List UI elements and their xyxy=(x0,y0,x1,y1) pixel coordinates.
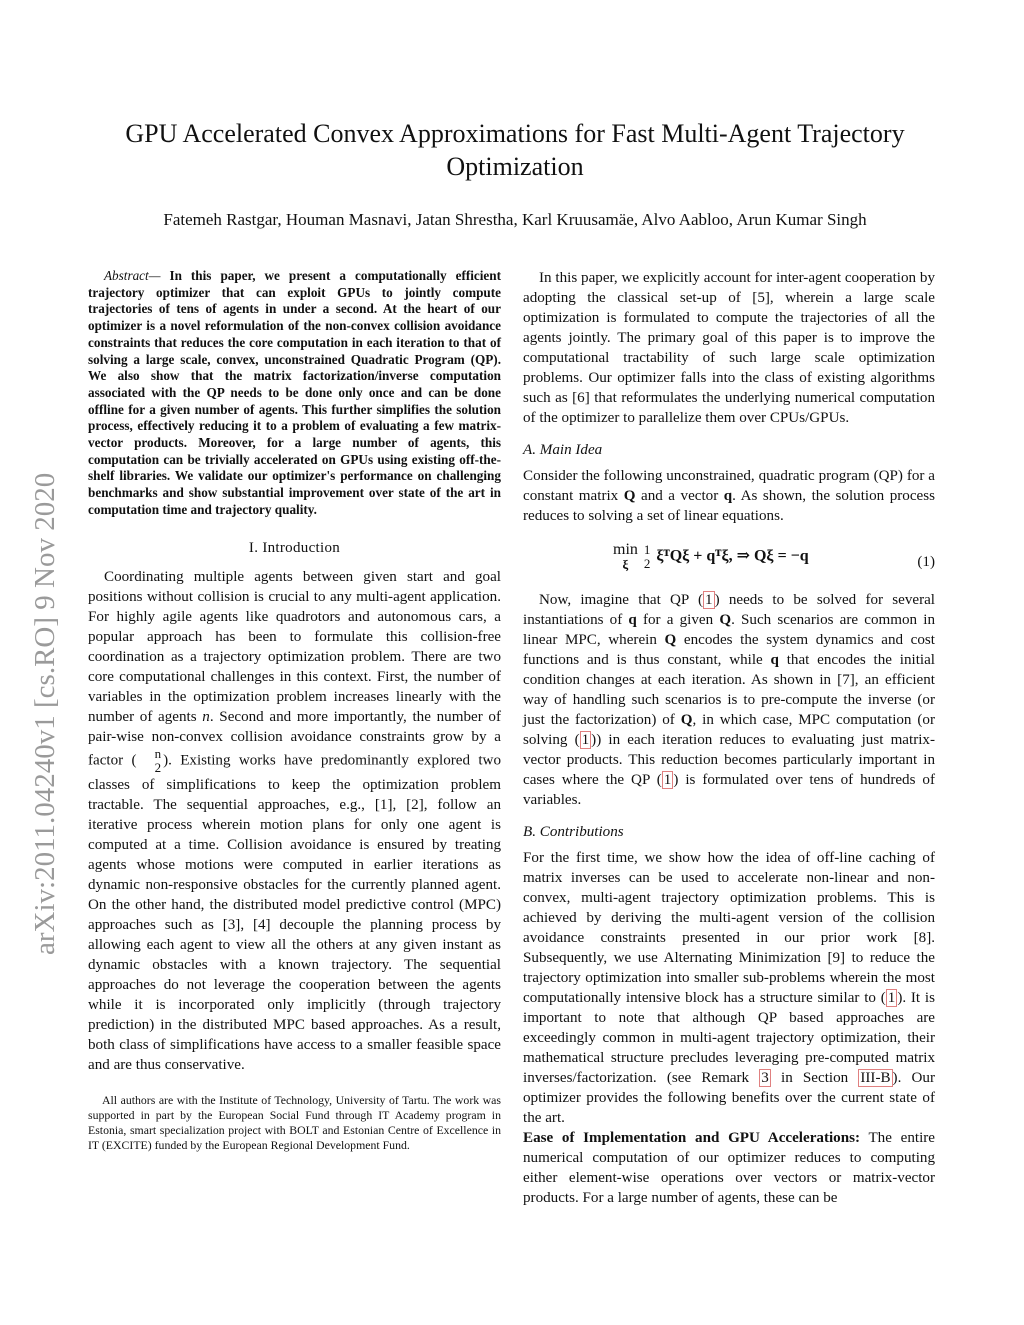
equation-ref-link[interactable]: 1 xyxy=(705,592,713,608)
binomial-coefficient: n 2 xyxy=(154,745,162,775)
subsection-heading-main-idea: A. Main Idea xyxy=(523,442,603,458)
left-column xyxy=(88,268,501,1153)
equation-ref-link[interactable]: 1 xyxy=(663,772,672,788)
equation-1 xyxy=(523,538,935,586)
intro-paragraph-continued: In this paper, we explicitly account for inter-agent cooperation by adopting the classical set-up of [5], wherein a large scale optimization is formulated to compute the trajectories of all the agents jointly. The primary goal of this paper is to improve the computational tractability of such large scale optimization problems. Our optimizer falls into the class of existing algorithms such as [6] that reformulates the underlying numerical computation of the optimizer to parallelize them over CPUs/GPUs. xyxy=(523,270,935,426)
section-heading-introduction: I. Introduction xyxy=(248,539,341,556)
abstract-text: In this paper, we present a computationally efficient trajectory optimizer that can exploit GPUs to jointly compute trajectories of tens of agents in under a second. At the heart of our optimizer is a novel reformulation of the non-convex collision avoidance constraints that reduces the core computation in each iteration to that of solving a large scale, convex, unconstrained Quadratic Program (QP). We also show that the matrix factorization/inverse computation associated with the QP needs to be done only once and can be done offline for a given number of agents. This further simplifies the solution process, effectively reducing it to a problem of evaluating a few matrix-vector products. Moreover, for a large number of agents, this computation can be trivially accelerated on GPUs using existing off-the-shelf libraries. We validate our optimizer's performance on challenging benchmarks and show substantial improvement over state of the art in computation time and trajectory quality. xyxy=(88,268,501,517)
remark-ref-link[interactable]: 3 xyxy=(761,1070,769,1086)
equation-ref-link[interactable]: 1 xyxy=(887,990,896,1006)
right-column xyxy=(523,268,935,1208)
subsection-heading-contributions: B. Contributions xyxy=(523,824,624,840)
intro-paragraph: Coordinating multiple agents between given start and goal positions without collision is crucial to any multi-agent application. For highly agile agents like quadrotors and autonomous cars, a popular approach has been to formulate this collision-free coordination as a trajectory optimization problem. There are two core computational challenges in this context. First, the number of variables in the optimization problem increases linearly with the number of agents n. Second and more importantly, the number of pair-wise non-convex collision avoidance constraints grow by a factor ( n 2 ). Existing works have predominantly explored two classes of simplifications to keep the optimization problem tractable. The sequential approaches, e.g., [1], [2], follow an iterative process wherein motion plans for only one agent is computed at a time. Collision avoidance is ensured by treating agents whose motions were computed in earlier iterations as dynamic non-responsive obstacles for the currently planned agent. On the other hand, the distributed model predictive control (MPC) approaches such as [3], [4] decouple the planning process by allowing each agent to view all the others at any given instant as dynamic obstacles with a known trajectory. The sequential approaches do not leverage the cooperation between the agents while it is incorporated only implicitly (through trajectory prediction) in the distributed MPC based approaches. As a result, both class of simplifications have access to a smaller feasible space and are thus conservative. xyxy=(88,568,501,1073)
abstract-label: Abstract— xyxy=(104,268,161,283)
equation-body: min ξ 1 2 ξᵀQξ + qᵀξ, ⇒ Qξ = −q xyxy=(613,541,809,572)
footnote: All authors are with the Institute of Technology, University of Tartu. The work was supported in part by the European Social Fund through IT Academy program in Estonia, smart specialization project with BOLT and Estonian Centre of Excellence in IT (EXCITE) funded by the European Regional Development Fund. xyxy=(88,1092,501,1152)
section-ref-link[interactable]: III-B xyxy=(860,1070,891,1086)
author-list: Fatemeh Rastgar, Houman Masnavi, Jatan Shrestha, Karl Kruusamäe, Alvo Aabloo, Arun Kumar Singh xyxy=(163,210,867,229)
equation-number: (1) xyxy=(917,554,935,570)
abstract xyxy=(88,268,501,519)
main-idea-paragraph: Consider the following unconstrained, quadratic program (QP) for a constant matrix Q and a vector q. As shown, the solution process reduces to solving a set of linear equations. xyxy=(523,468,935,524)
benefit-heading: Ease of Implementation and GPU Accelerations: xyxy=(523,1130,861,1146)
benefit-paragraph: Ease of Implementation and GPU Accelerations: The entire numerical computation of our optimizer reduces to computing either element-wise operations over vectors or matrix-vector products. For a large number of agents, these can be xyxy=(523,1130,935,1206)
equation-ref-link[interactable]: 1 xyxy=(581,732,590,748)
paper-title: GPU Accelerated Convex Approximations for Fast Multi-Agent Trajectory Optimization xyxy=(125,119,905,181)
arxiv-identifier: arXiv:2011.04240v1 [cs.RO] 9 Nov 2020 xyxy=(29,472,61,955)
qp-paragraph: Now, imagine that QP ( 1 ) needs to be solved for several instantiations of q for a given Q. Such scenarios are common in linear MPC, wherein Q encodes the system dynamics and cost functions and is thus constant, while q that encodes the initial condition changes at each iteration. As shown in [7], an efficient way of handling such scenarios is to pre-compute the inverse (or just the factorization) of Q, in which case, MPC computation (or solving ( 1 )) in each iteration reduces to evaluating just matrix-vector products. This reduction becomes particularly important in cases where the QP ( 1 ) is formulated over tens of hundreds of variables. xyxy=(523,592,936,808)
contributions-paragraph: For the first time, we show how the idea of off-line caching of matrix inverses can be used to accelerate non-linear and non-convex, multi-agent trajectory optimization problems. This is achieved by deriving the multi-agent version of the collision avoidance constraints presented in our prior work [8]. Subsequently, we use Alternating Minimization [9] to reduce the trajectory optimization into smaller sub-problems wherein the most computationally intensive block has a structure similar to ( 1 ). It is important to note that although QP based approaches are exceedingly common in multi-agent trajectory optimization, their mathematical structure precludes leveraging pre-computed matrix inverses/factorization. (see Remark 3 in Section III-B ). Our optimizer provides the following benefits over the current state of the art. xyxy=(523,850,935,1126)
arxiv-sidebar-stamp xyxy=(10,350,70,960)
